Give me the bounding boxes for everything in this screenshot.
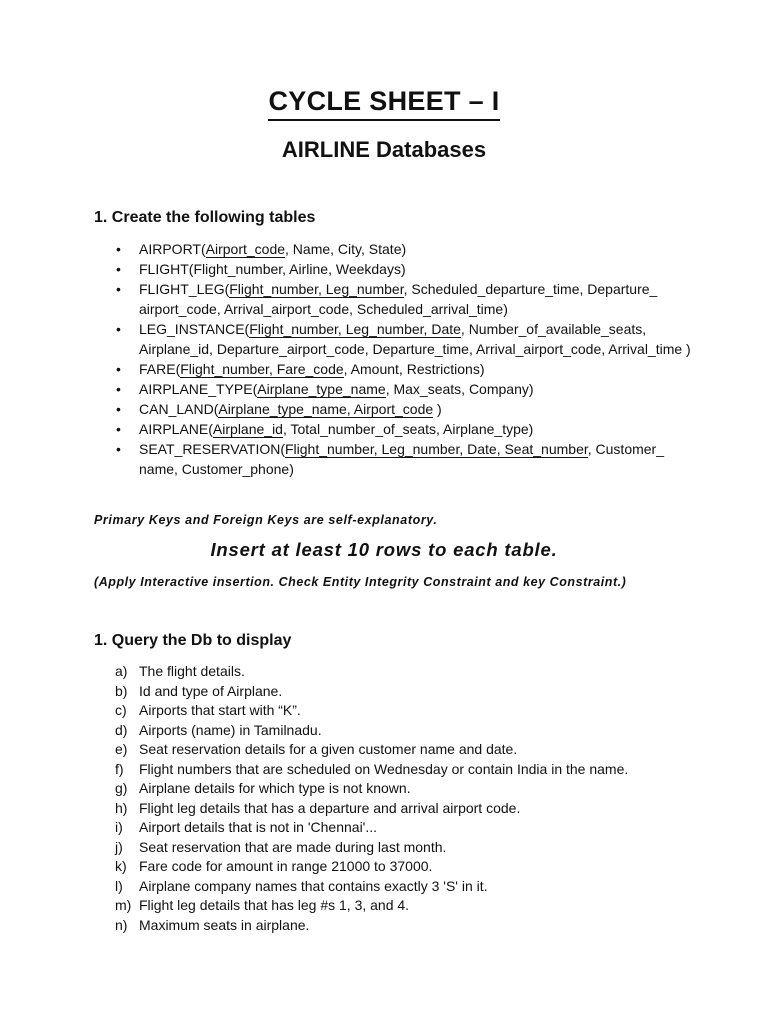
primary-key: Airport_code bbox=[205, 241, 286, 257]
table-definition-item bbox=[94, 439, 694, 479]
query-marker: l) bbox=[115, 877, 123, 894]
query-text: Id and type of Airplane. bbox=[139, 682, 283, 699]
primary-key: Flight_number, Leg_number, Date, Seat_number bbox=[285, 441, 588, 457]
query-marker: k) bbox=[115, 858, 127, 874]
bullet-icon: • bbox=[116, 261, 121, 277]
section-heading-queries: 1. Query the Db to display bbox=[94, 632, 292, 649]
primary-key: Flight_number, Fare_code bbox=[180, 361, 344, 377]
table-columns: Flight_number, Airline, Weekdays) bbox=[193, 261, 406, 277]
keys-note: Primary Keys and Foreign Keys are self-explanatory. bbox=[94, 513, 438, 527]
query-item bbox=[94, 740, 714, 760]
query-text: Airport details that is not in 'Chennai'... bbox=[139, 819, 378, 835]
query-item bbox=[94, 877, 714, 897]
table-definition-item bbox=[94, 419, 694, 439]
query-item bbox=[94, 721, 714, 741]
query-item bbox=[94, 896, 714, 916]
bullet-icon: • bbox=[116, 321, 121, 337]
query-text: Flight leg details that has leg #s 1, 3, and 4. bbox=[139, 897, 410, 913]
query-item bbox=[94, 760, 714, 780]
bullet-icon: • bbox=[116, 421, 121, 437]
query-text: Flight leg details that has a departure and arrival airport code. bbox=[139, 799, 521, 816]
query-item bbox=[94, 682, 714, 702]
table-definition-item bbox=[94, 319, 694, 359]
query-marker: e) bbox=[115, 741, 128, 757]
tables-list bbox=[94, 239, 694, 479]
query-marker: f) bbox=[115, 760, 124, 777]
bullet-icon: • bbox=[116, 241, 121, 257]
query-marker: g) bbox=[115, 780, 128, 796]
table-columns: , Max_seats, Company) bbox=[385, 381, 534, 397]
section-heading-create-tables: 1. Create the following tables bbox=[94, 209, 316, 226]
primary-key: Flight_number, Leg_number bbox=[229, 281, 404, 297]
query-item bbox=[94, 818, 714, 838]
bullet-icon: • bbox=[116, 401, 121, 417]
query-text: Airplane company names that contains exactly 3 'S' in it. bbox=[139, 877, 488, 894]
query-marker: m) bbox=[115, 897, 132, 913]
bullet-icon: • bbox=[116, 441, 121, 457]
query-marker: c) bbox=[115, 702, 127, 718]
table-name: FLIGHT_LEG( bbox=[139, 281, 230, 297]
query-item bbox=[94, 857, 714, 877]
query-item bbox=[94, 662, 714, 682]
query-text: Maximum seats in airplane. bbox=[139, 916, 310, 933]
primary-key: Airplane_id bbox=[212, 421, 283, 437]
query-text: Seat reservation that are made during last month. bbox=[139, 838, 447, 855]
query-text: Flight numbers that are scheduled on Wednesday or contain India in the name. bbox=[139, 760, 629, 777]
table-columns: ) bbox=[433, 401, 442, 417]
query-marker: d) bbox=[115, 721, 128, 738]
table-name: LEG_INSTANCE( bbox=[139, 321, 250, 337]
query-item bbox=[94, 701, 714, 721]
table-name: FLIGHT( bbox=[139, 261, 194, 277]
table-columns: , Scheduled_departure_time, Departure_ airport_code, Arrival_airport_code, Scheduled_arrival_time) bbox=[139, 281, 658, 317]
query-text: Airports (name) in Tamilnadu. bbox=[139, 721, 322, 738]
query-item bbox=[94, 799, 714, 819]
table-columns: , Number_of_available_seats, Airplane_id, Departure_airport_code, Departure_time, Arrival_airport_code, Arrival_time ) bbox=[139, 321, 691, 357]
table-definition-item bbox=[94, 239, 694, 259]
table-columns: , Amount, Restrictions) bbox=[343, 361, 485, 377]
table-definition-item bbox=[94, 379, 694, 399]
table-columns: , Customer_ name, Customer_phone) bbox=[139, 441, 664, 477]
table-definition-item bbox=[94, 359, 694, 379]
query-text: Airplane details for which type is not known. bbox=[139, 780, 411, 796]
query-marker: n) bbox=[115, 916, 128, 933]
table-name: SEAT_RESERVATION( bbox=[139, 441, 285, 457]
query-text: Fare code for amount in range 21000 to 37000. bbox=[139, 858, 433, 874]
table-name: AIRPLANE( bbox=[139, 421, 213, 437]
query-item bbox=[94, 838, 714, 858]
primary-key: Airplane_type_name bbox=[257, 381, 386, 397]
insert-note: Insert at least 10 rows to each table. bbox=[210, 539, 558, 560]
query-marker: j) bbox=[115, 838, 123, 855]
table-name: AIRPORT( bbox=[139, 241, 206, 257]
apply-note: (Apply Interactive insertion. Check Entity Integrity Constraint and key Constraint.) bbox=[94, 575, 627, 589]
query-text: The flight details. bbox=[139, 663, 245, 679]
table-definition-item bbox=[94, 259, 694, 279]
query-text: Airports that start with “K”. bbox=[139, 702, 301, 718]
query-marker: a) bbox=[115, 663, 128, 679]
bullet-icon: • bbox=[116, 361, 121, 377]
table-definition-item bbox=[94, 399, 694, 419]
query-marker: h) bbox=[115, 799, 128, 816]
title-wrap bbox=[0, 84, 768, 121]
queries-list bbox=[94, 662, 714, 935]
page-subtitle: AIRLINE Databases bbox=[281, 137, 487, 162]
query-marker: i) bbox=[115, 819, 123, 835]
query-item bbox=[94, 779, 714, 799]
page-title: CYCLE SHEET – I bbox=[268, 84, 499, 121]
bullet-icon: • bbox=[116, 381, 121, 397]
query-text: Seat reservation details for a given customer name and date. bbox=[139, 741, 518, 757]
primary-key: Flight_number, Leg_number, Date bbox=[249, 321, 461, 337]
bullet-icon: • bbox=[116, 281, 121, 297]
table-columns: , Total_number_of_seats, Airplane_type) bbox=[282, 421, 534, 437]
table-name: FARE( bbox=[139, 361, 181, 377]
table-name: CAN_LAND( bbox=[139, 401, 219, 417]
table-definition-item bbox=[94, 279, 694, 319]
primary-key: Airplane_type_name, Airport_code bbox=[218, 401, 434, 417]
table-columns: , Name, City, State) bbox=[285, 241, 407, 257]
query-item bbox=[94, 916, 714, 936]
query-marker: b) bbox=[115, 682, 128, 699]
table-name: AIRPLANE_TYPE( bbox=[139, 381, 258, 397]
